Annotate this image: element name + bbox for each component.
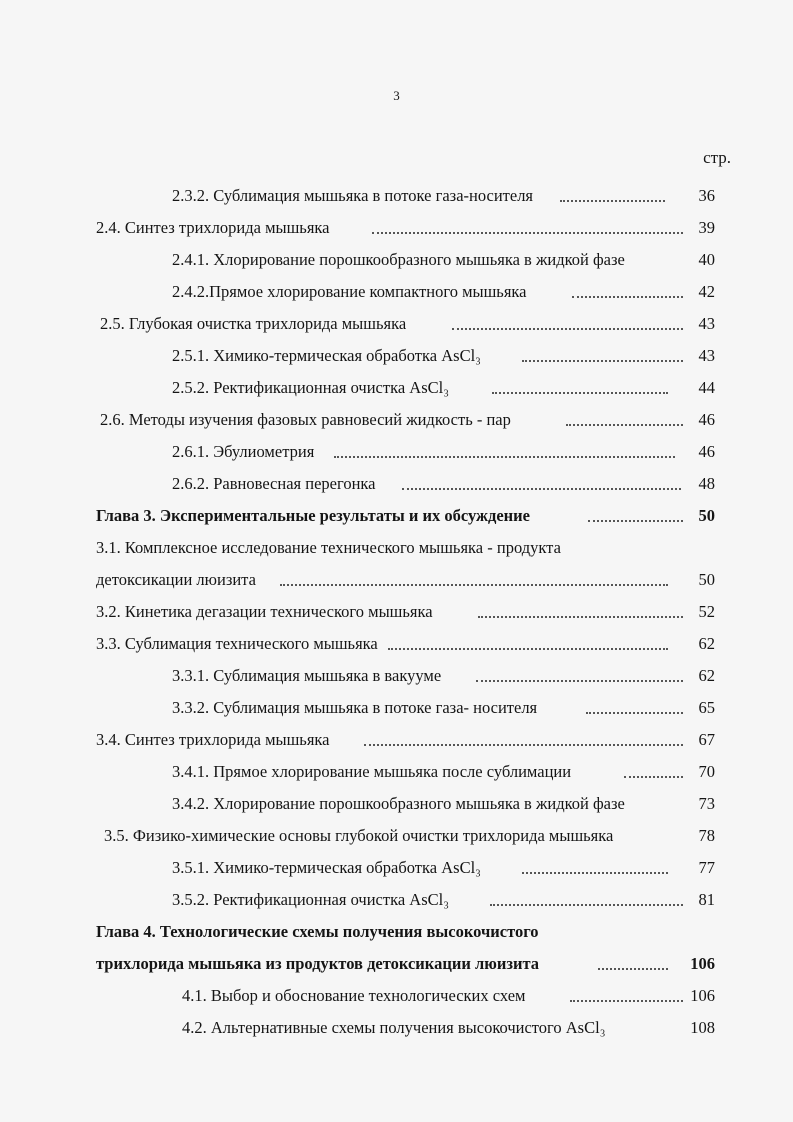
- toc-entry-title: 3.5.2. Ректификационная очистка AsCl₃: [172, 890, 449, 909]
- toc-entry: [0, 338, 793, 370]
- toc-entry-title: 2.3.2. Сублимация мышьяка в потоке газа-носителя: [172, 186, 534, 205]
- toc-entry-title: 2.5.1. Химико-термическая обработка AsCl₃: [172, 346, 481, 365]
- toc-entry-page: 52: [698, 602, 715, 621]
- toc-entry: [0, 370, 793, 402]
- toc-entry-title: трихлорида мышьяка из продуктов детоксикации люизита: [96, 954, 540, 973]
- toc-entry-title: 3.1. Комплексное исследование технического мышьяка - продукта: [96, 538, 561, 557]
- toc-chapter-entry: [0, 914, 793, 946]
- toc-entry: [0, 274, 793, 306]
- toc-entry-title: 2.4.1. Хлорирование порошкообразного мышьяка в жидкой фазе: [172, 250, 625, 269]
- toc-entry-page: 44: [698, 378, 715, 397]
- table-of-contents: [0, 178, 793, 1042]
- toc-entry-title: 2.5.2. Ректификационная очистка AsCl₃: [172, 378, 449, 397]
- toc-entry-page: 106: [690, 986, 715, 1005]
- toc-entry: [0, 242, 793, 274]
- toc-entry-page: 36: [698, 186, 715, 205]
- toc-entry: [0, 626, 793, 658]
- toc-entry-page: 50: [698, 570, 715, 589]
- toc-leader-dots: [522, 872, 668, 874]
- toc-entry-page: 108: [690, 1018, 715, 1037]
- toc-entry: [0, 978, 793, 1010]
- toc-entry-page: 48: [698, 474, 715, 493]
- toc-entry-title: детоксикации люизита: [96, 570, 256, 589]
- toc-entry-title: 3.4.1. Прямое хлорирование мышьяка после сублимации: [172, 762, 572, 781]
- toc-entry: [0, 786, 793, 818]
- toc-entry: [0, 818, 793, 850]
- toc-entry: [0, 530, 793, 562]
- toc-entry-title: 2.6.1. Эбулиометрия: [172, 442, 315, 461]
- toc-entry-page: 46: [698, 442, 715, 461]
- toc-leader-dots: [476, 680, 683, 682]
- toc-entry-page: 42: [698, 282, 715, 301]
- toc-leader-dots: [624, 776, 683, 778]
- toc-entry: [0, 306, 793, 338]
- toc-entry: [0, 722, 793, 754]
- toc-leader-dots: [388, 648, 668, 650]
- toc-entry-title: 2.4.2.Прямое хлорирование компактного мышьяка: [172, 282, 527, 301]
- toc-entry: [0, 594, 793, 626]
- toc-entry-page: 50: [698, 506, 715, 525]
- toc-leader-dots: [364, 744, 683, 746]
- toc-entry-title: 3.4. Синтез трихлорида мышьяка: [96, 730, 330, 749]
- toc-entry-title: 3.2. Кинетика дегазации технического мышьяка: [96, 602, 433, 621]
- toc-entry: [0, 1010, 793, 1042]
- toc-leader-dots: [572, 296, 683, 298]
- toc-entry-page: 77: [698, 858, 715, 877]
- toc-leader-dots: [280, 584, 668, 586]
- toc-chapter-entry: [0, 498, 793, 530]
- toc-leader-dots: [372, 232, 683, 234]
- toc-entry-page: 40: [698, 250, 715, 269]
- toc-entry: [0, 658, 793, 690]
- toc-entry-title: 3.4.2. Хлорирование порошкообразного мышьяка в жидкой фазе: [172, 794, 625, 813]
- toc-entry-page: 70: [698, 762, 715, 781]
- toc-entry-page: 65: [698, 698, 715, 717]
- toc-entry-page: 39: [698, 218, 715, 237]
- toc-entry-title: 3.3.1. Сублимация мышьяка в вакууме: [172, 666, 442, 685]
- toc-entry-page: 62: [698, 634, 715, 653]
- page-column-header: стр.: [703, 148, 731, 167]
- toc-entry-title: 3.5. Физико-химические основы глубокой очистки трихлорида мышьяка: [104, 826, 614, 845]
- toc-leader-dots: [402, 488, 681, 490]
- toc-entry: [0, 402, 793, 434]
- toc-entry-page: 43: [698, 314, 715, 333]
- toc-entry-page: 46: [698, 410, 715, 429]
- toc-leader-dots: [570, 1000, 683, 1002]
- toc-entry-page: 62: [698, 666, 715, 685]
- toc-entry-title: Глава 3. Экспериментальные результаты и их обсуждение: [96, 506, 530, 525]
- toc-leader-dots: [478, 616, 683, 618]
- toc-entry-title: 3.3.2. Сублимация мышьяка в потоке газа- носителя: [172, 698, 538, 717]
- toc-entry-title: 4.2. Альтернативные схемы получения высокочистого AsCl₃: [182, 1018, 606, 1037]
- toc-leader-dots: [560, 200, 665, 202]
- toc-entry-title: 3.3. Сублимация технического мышьяка: [96, 634, 378, 653]
- toc-entry-continuation: [0, 562, 793, 594]
- toc-entry: [0, 178, 793, 210]
- toc-leader-dots: [598, 968, 668, 970]
- page-number: 3: [393, 88, 400, 103]
- toc-entry-page: 106: [690, 954, 715, 973]
- toc-entry-page: 67: [698, 730, 715, 749]
- toc-entry: [0, 434, 793, 466]
- toc-entry-title: Глава 4. Технологические схемы получения высокочистого: [96, 922, 539, 941]
- toc-leader-dots: [452, 328, 683, 330]
- toc-entry-title: 2.5. Глубокая очистка трихлорида мышьяка: [100, 314, 407, 333]
- toc-leader-dots: [492, 392, 668, 394]
- toc-entry-page: 78: [698, 826, 715, 845]
- toc-entry: [0, 754, 793, 786]
- toc-entry: [0, 882, 793, 914]
- toc-entry-page: 43: [698, 346, 715, 365]
- toc-leader-dots: [522, 360, 683, 362]
- toc-entry: [0, 210, 793, 242]
- toc-entry-title: 2.4. Синтез трихлорида мышьяка: [96, 218, 330, 237]
- toc-entry-page: 73: [698, 794, 715, 813]
- toc-leader-dots: [334, 456, 675, 458]
- toc-entry: [0, 850, 793, 882]
- toc-leader-dots: [588, 520, 683, 522]
- toc-entry-title: 2.6. Методы изучения фазовых равновесий жидкость - пар: [100, 410, 511, 429]
- toc-entry-title: 3.5.1. Химико-термическая обработка AsCl₃: [172, 858, 481, 877]
- toc-leader-dots: [566, 424, 683, 426]
- toc-entry: [0, 466, 793, 498]
- toc-leader-dots: [490, 904, 683, 906]
- toc-entry-title: 4.1. Выбор и обоснование технологических схем: [182, 986, 526, 1005]
- toc-entry-page: 81: [698, 890, 715, 909]
- toc-entry: [0, 690, 793, 722]
- toc-entry-title: 2.6.2. Равновесная перегонка: [172, 474, 376, 493]
- toc-leader-dots: [586, 712, 683, 714]
- toc-chapter-entry-continuation: [0, 946, 793, 978]
